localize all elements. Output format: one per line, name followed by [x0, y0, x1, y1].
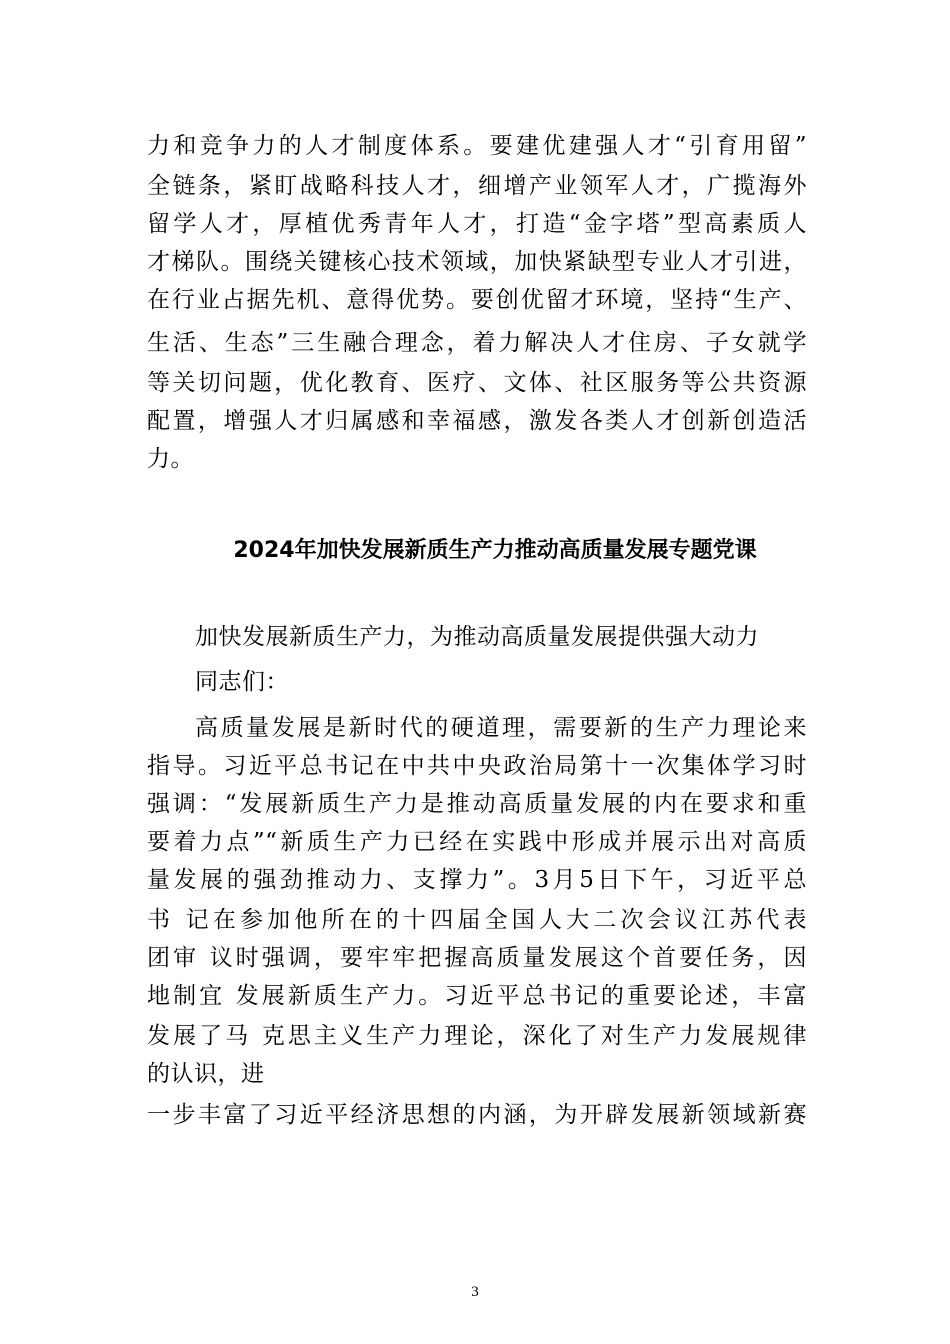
paragraph-line: 才梯队。围绕关键核心技术领域，加快紧缺型专业人才引进， — [147, 249, 807, 275]
section-heading: 2024年加快发展新质生产力推动高质量发展专题党课 — [233, 538, 757, 563]
paragraph-line: 要着力点”“新质生产力已经在实践中形成并展示出对高质 — [147, 829, 807, 855]
paragraph-line: 指导。习近平总书记在中共中央政治局第十一次集体学习时 — [147, 753, 807, 779]
paragraph-line: 等关切问题，优化教育、医疗、文体、社区服务等公共资源 — [147, 370, 807, 396]
paragraph-line: 在行业占据先机、意得优势。要创优留才环境，坚持“生产、 — [147, 287, 807, 313]
paragraph-line: 高质量发展是新时代的硬道理，需要新的生产力理论来 — [195, 715, 807, 741]
salutation: 同志们： — [195, 669, 289, 695]
paragraph-line: 团审 议时强调，要牢牢把握高质量发展这个首要任务，因 — [147, 945, 807, 971]
subtitle: 加快发展新质生产力，为推动高质量发展提供强大动力 — [195, 624, 759, 650]
paragraph-line: 量发展的强劲推动力、支撑力”。3月5日下午，习近平总 — [147, 867, 807, 893]
paragraph-line: 力。 — [147, 446, 194, 472]
paragraph-line: 的认识，进 — [147, 1061, 265, 1087]
paragraph-line: 一步丰富了习近平经济思想的内涵，为开辟发展新领域新赛 — [147, 1102, 807, 1128]
paragraph-line: 力和竞争力的人才制度体系。要建优建强人才“引育用留” — [147, 133, 807, 159]
paragraph-line: 生活、生态”三生融合理念，着力解决人才住房、子女就学 — [147, 330, 807, 356]
paragraph-line: 发展了马 克思主义生产力理论，深化了对生产力发展规律 — [147, 1023, 807, 1049]
page-number: 3 — [471, 1284, 479, 1300]
paragraph-line: 书 记在参加他所在的十四届全国人大二次会议江苏代表 — [147, 907, 807, 933]
paragraph-line: 强调：“发展新质生产力是推动高质量发展的内在要求和重 — [147, 791, 807, 817]
paragraph-line: 留学人才，厚植优秀青年人才，打造“金字塔”型高素质人 — [147, 211, 807, 237]
paragraph-line: 配置，增强人才归属感和幸福感，激发各类人才创新创造活 — [147, 408, 807, 434]
paragraph-line: 地制宜 发展新质生产力。习近平总书记的重要论述，丰富 — [147, 983, 807, 1009]
paragraph-line: 全链条，紧盯战略科技人才，细增产业领军人才，广揽海外 — [147, 173, 807, 199]
